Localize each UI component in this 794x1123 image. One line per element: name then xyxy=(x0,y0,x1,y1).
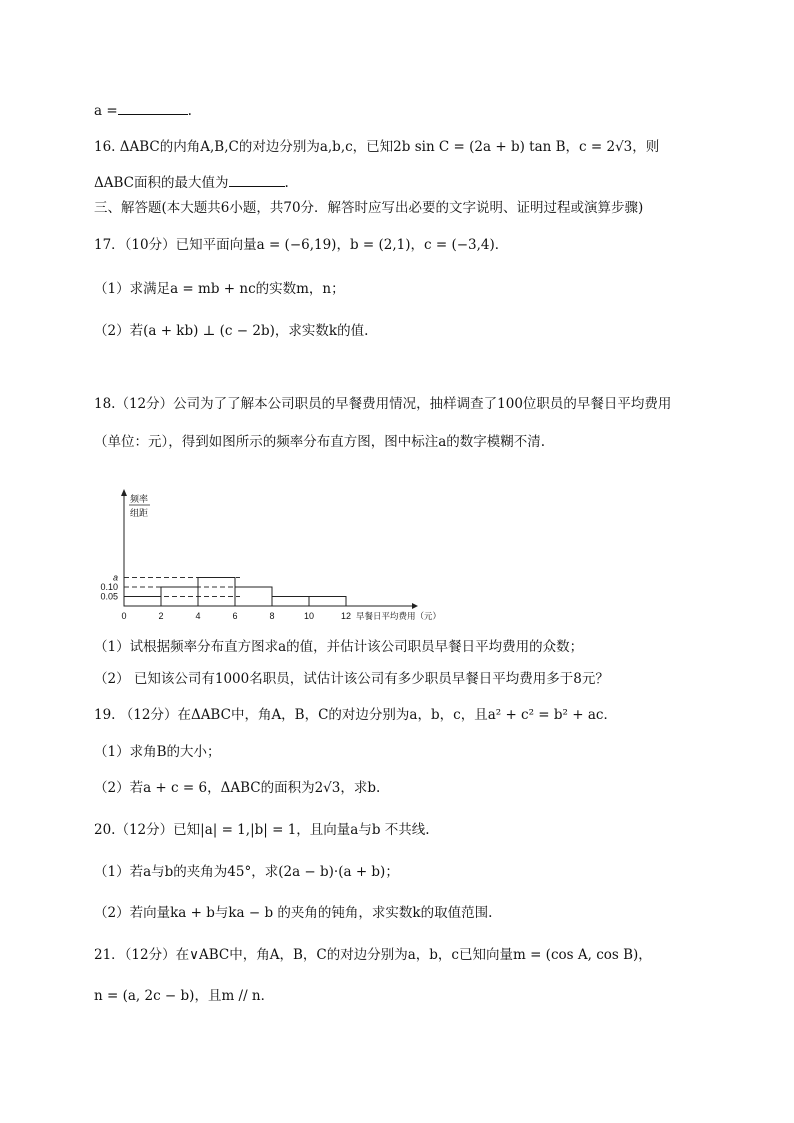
line-text: （1）求角B的大小； xyxy=(94,744,221,760)
text-line-l3 xyxy=(94,172,289,193)
y-tick-label: 0.10 xyxy=(100,582,118,592)
line-text: （2） 已知该公司有1000名职员，试估计该公司有多少职员早餐日平均费用多于8元？ xyxy=(94,671,609,687)
text-line-l7 xyxy=(94,321,368,341)
text-line-l17 xyxy=(94,903,492,923)
text-line-l5 xyxy=(94,235,508,255)
line-text: 20.（12分）已知|a| = 1,|b| = 1，且向量a与b 不共线. xyxy=(94,822,430,838)
line-text: 三、解答题(本大题共6小题，共70分．解答时应写出必要的文字说明、证明过程或演算步骤) xyxy=(94,200,644,216)
line-text: 19. （12分）在ΔABC中，角A，B，C的对边分别为a，b，c，且a² + c² = b² + ac． xyxy=(94,707,617,723)
frequency-histogram xyxy=(94,486,442,626)
histogram-bar xyxy=(124,597,161,607)
line-text: （2）若向量ka + b与ka − b 的夹角的钝角，求实数k的取值范围. xyxy=(94,905,493,921)
text-line-l16 xyxy=(94,862,399,882)
text-line-l2 xyxy=(94,137,659,157)
x-tick-label: 0 xyxy=(121,611,127,621)
line-text: 17．（10分）已知平面向量a = (−6,19)，b = (2,1)，c = (−3,4)． xyxy=(94,237,509,253)
x-axis-arrow xyxy=(412,603,418,609)
text-line-l19 xyxy=(94,986,274,1006)
line-text: 16. ΔABC的内角A,B,C的对边分别为a,b,c，已知2b sin C = (2a + b) tan B，c = 2√3，则 xyxy=(94,139,660,155)
text-line-l13 xyxy=(94,742,221,762)
line-text: （1）试根据频率分布直方图求a的值，并估计该公司职员早餐日平均费用的众数； xyxy=(94,639,584,655)
text-line-l4 xyxy=(94,198,643,218)
x-tick-label: 2 xyxy=(158,611,164,621)
text-line-l10 xyxy=(94,637,583,657)
line-text: （2）若a + c = 6，ΔABC的面积为2√3，求b. xyxy=(94,780,381,796)
y-tick-label: a xyxy=(112,572,118,583)
answer-blank[interactable] xyxy=(118,100,188,115)
y-axis-arrow xyxy=(121,489,127,496)
line-text: 21．（12分）在∨ABC中，角A，B，C的对边分别为a，b，c已知向量m = (cos A, cos B)， xyxy=(94,947,652,963)
x-axis-label: 早餐日平均费用（元） xyxy=(356,611,442,621)
histogram-bar xyxy=(198,578,235,607)
line-text: a = xyxy=(94,103,118,119)
x-tick-label: 4 xyxy=(195,611,201,621)
line-text: （1）若a与b的夹角为45°，求(2a − b)·(a + b)； xyxy=(94,864,399,880)
text-line-l8 xyxy=(94,394,671,414)
line-tail: . xyxy=(187,103,192,119)
x-tick-label: 6 xyxy=(232,611,238,621)
line-text: ΔABC面积的最大值为 xyxy=(94,175,229,191)
text-line-l14 xyxy=(94,778,380,798)
x-tick-label: 10 xyxy=(303,611,315,621)
text-line-l12 xyxy=(94,705,617,725)
y-tick-label: 0.05 xyxy=(100,591,118,602)
line-text: （1）求满足a = mb + nc的实数m，n； xyxy=(94,281,345,297)
line-text: （单位：元），得到如图所示的频率分布直方图，图中标注a的数字模糊不清. xyxy=(94,434,546,450)
text-line-l11 xyxy=(94,669,609,689)
line-tail: . xyxy=(284,175,289,191)
line-text: 18.（12分）公司为了了解本公司职员的早餐费用情况，抽样调查了100位职员的早餐日平均费用 xyxy=(94,396,672,412)
x-tick-label: 8 xyxy=(269,611,275,621)
histogram-bar xyxy=(309,597,346,607)
line-text: n = (a, 2c − b)，且m // n． xyxy=(94,988,275,1004)
answer-blank[interactable] xyxy=(229,172,285,187)
text-line-l9 xyxy=(94,432,545,452)
text-line-l6 xyxy=(94,279,345,299)
text-line-l1 xyxy=(94,100,192,121)
text-line-l15 xyxy=(94,820,430,840)
histogram-bar xyxy=(235,587,272,606)
text-line-l18 xyxy=(94,945,652,965)
y-axis-label-top: 频率 xyxy=(130,494,149,504)
y-axis-label-bottom: 组距 xyxy=(130,508,149,518)
x-tick-label: 12 xyxy=(340,611,352,621)
line-text: （2）若(a + kb) ⊥ (c − 2b)，求实数k的值. xyxy=(94,323,369,339)
histogram-bar xyxy=(272,597,309,607)
